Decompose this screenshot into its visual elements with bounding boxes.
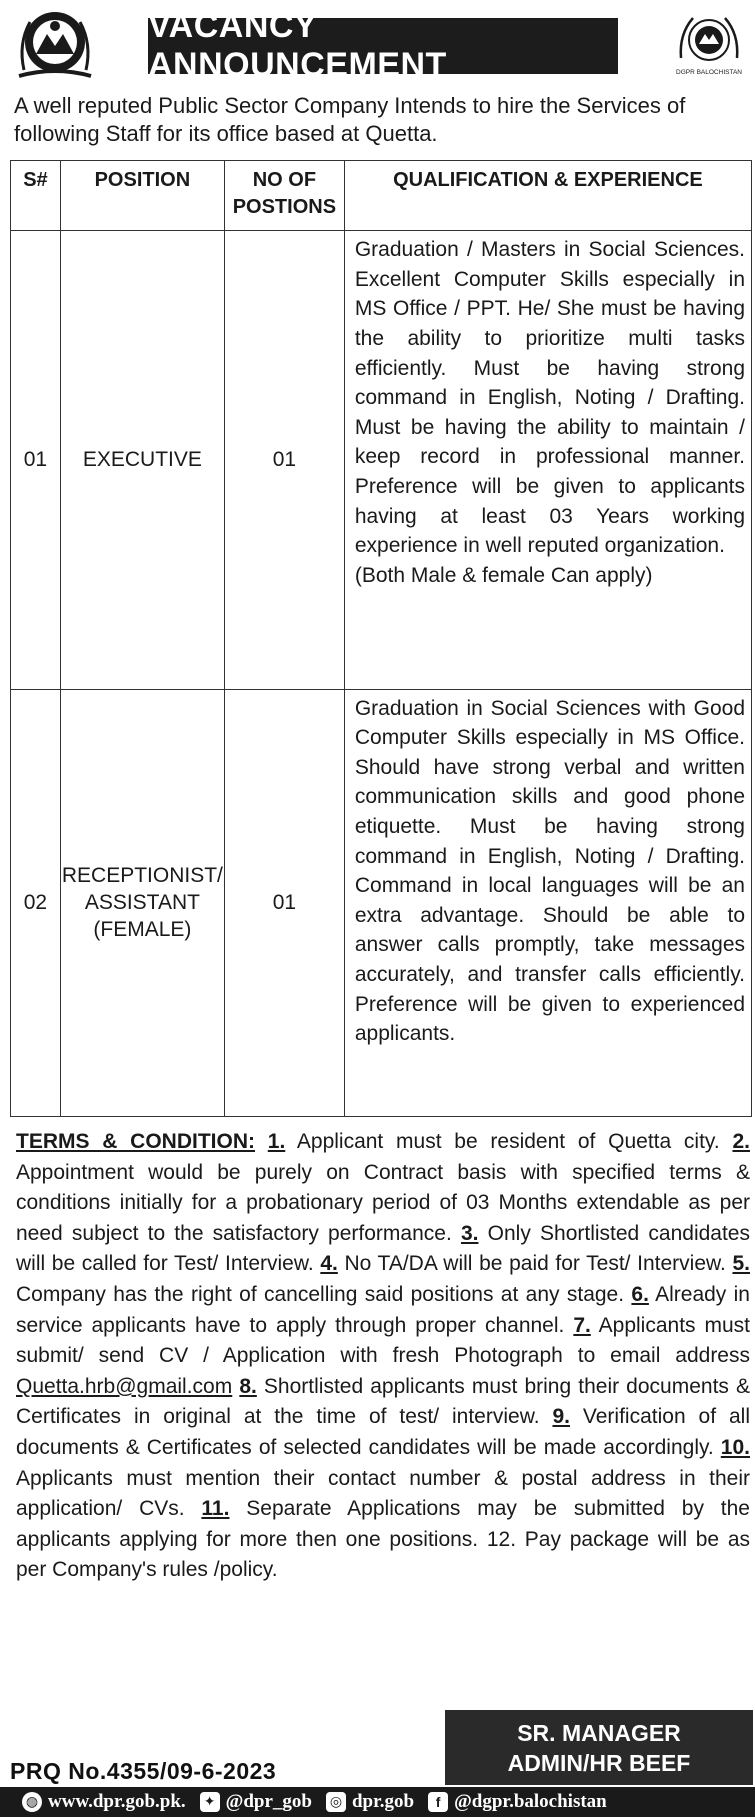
header-qualification: QUALIFICATION & EXPERIENCE [344, 161, 751, 231]
qualification-note: (Both Male & female Can apply) [354, 563, 653, 587]
qualification-text: Graduation in Social Sciences with Good Computer Skills especially in MS Office. Should have strong verbal and written communication skills and good phone etiquette. Must be having strong command in English, Noting / Drafting. Command in local languages will be an extra advantage. Should be able to answer calls promptly, take messages accurately, and transfer calls efficiently. Preference will be given to experienced applicants. [354, 696, 745, 1046]
instagram-handle[interactable]: dpr.gob [351, 1791, 415, 1812]
row-count: 01 [224, 689, 344, 1116]
footer-twitter[interactable] [200, 1791, 312, 1813]
row-count: 01 [224, 231, 344, 689]
row-sno: 02 [11, 689, 61, 1116]
facebook-icon: f [428, 1792, 448, 1812]
terms-and-conditions [16, 1127, 750, 1586]
term-text: Separate Applications may be submitted by the applicants applying for more then one positions. [16, 1497, 750, 1551]
signature-department: ADMIN/HR BEEF [507, 1749, 691, 1776]
row-qualification [344, 689, 751, 1116]
svg-text:DGPR BALOCHISTAN: DGPR BALOCHISTAN [676, 69, 742, 76]
globe-icon: ◍ [22, 1792, 42, 1812]
term-text: No TA/DA will be paid for Test/ Interview. [337, 1252, 733, 1276]
header-no-of-positions: NO OF POSTIONS [224, 161, 344, 231]
term-text: Already in service applicants have to apply through proper channel. [16, 1282, 750, 1337]
signature-block [445, 1710, 753, 1785]
term-number: 1. [267, 1130, 286, 1153]
term-text: Applicant must be resident of Quetta city. [285, 1130, 720, 1153]
row-qualification [344, 231, 751, 689]
term-text: Company has the right of cancelling said positions at any stage. [16, 1282, 632, 1306]
term-text: Only Shortlisted candidates will be called for Test/ Interview. [16, 1221, 750, 1276]
table-header-row [11, 161, 752, 231]
header-position: POSITION [60, 161, 224, 231]
qualification-text: Graduation / Masters in Social Sciences. Excellent Computer Skills especially in MS Office / PPT. He/ She must be having the ability to prioritize multi tasks efficiently. Must be having strong command in English, Noting / Drafting. Must be having the ability to maintain / keep record in professional manner. Preference will be given to applicants having at least 03 Years working experience in well reputed organization. [354, 238, 745, 558]
row-position: EXECUTIVE [60, 231, 224, 689]
footer-bar [0, 1787, 755, 1817]
header-sno: S# [11, 161, 61, 231]
term-number: 6. [631, 1282, 649, 1306]
footer-website[interactable] [22, 1791, 186, 1813]
row-position [60, 689, 224, 1116]
footer-instagram[interactable] [326, 1791, 414, 1813]
website-link[interactable]: www.dpr.gob.pk. [48, 1791, 186, 1812]
balochistan-emblem-icon [14, 4, 96, 84]
term-number: 11. [201, 1497, 230, 1521]
terms-heading: TERMS & CONDITION: [16, 1130, 255, 1153]
prq-number: PRQ No.4355/09-6-2023 [10, 1758, 277, 1784]
term-number: 2. [732, 1130, 750, 1153]
position-line: RECEPTIONIST/ [61, 864, 223, 888]
term-text: Verification of all documents & Certificates of selected candidates will be made accordingly. [16, 1405, 750, 1459]
term-number: 8. [239, 1374, 257, 1398]
twitter-handle[interactable]: @dpr_gob [225, 1791, 312, 1812]
intro-text: A well reputed Public Sector Company Intends to hire the Services of following Staff for its office based at Quetta. [14, 93, 686, 146]
vacancy-table [10, 160, 752, 1117]
dgpr-logo-icon [673, 8, 745, 82]
header [0, 0, 755, 95]
twitter-icon: ✦ [200, 1792, 220, 1812]
email-link[interactable]: Quetta.hrb@gmail.com [16, 1374, 233, 1398]
signature-title: SR. MANAGER [517, 1719, 681, 1746]
term-number: 7. [573, 1313, 591, 1337]
position-line: (FEMALE) [93, 918, 192, 942]
table-row [11, 689, 752, 1116]
term-number: 5. [732, 1252, 750, 1276]
term-text: Shortlisted applicants must bring their documents & Certificates in original at the time of test/ interview. [16, 1374, 750, 1429]
instagram-icon: ◎ [326, 1792, 346, 1812]
term-number: 10. [720, 1435, 750, 1459]
position-line: ASSISTANT [84, 891, 200, 915]
term-text: Applicants must mention their contact number & postal address in their application/ CVs. [16, 1466, 750, 1521]
term-text: Appointment would be purely on Contract basis with specified terms & conditions initially for a probationary period of 03 Months extendable as per need subject to the satisfactory performance. [16, 1160, 750, 1245]
facebook-handle[interactable]: @dgpr.balochistan [454, 1791, 607, 1812]
page-title: VACANCY ANNOUNCEMENT [148, 18, 618, 74]
term-number: 3. [460, 1221, 479, 1245]
footer-facebook[interactable] [428, 1791, 607, 1813]
term-number: 4. [320, 1252, 338, 1276]
term-text: Applicants must submit/ send CV / Application with fresh Photograph to email address [16, 1313, 750, 1368]
row-sno: 01 [11, 231, 61, 689]
term-number: 9. [552, 1405, 570, 1429]
table-row [11, 231, 752, 689]
term-text: 12. Pay package will be as per Company's rules /policy. [16, 1527, 750, 1582]
